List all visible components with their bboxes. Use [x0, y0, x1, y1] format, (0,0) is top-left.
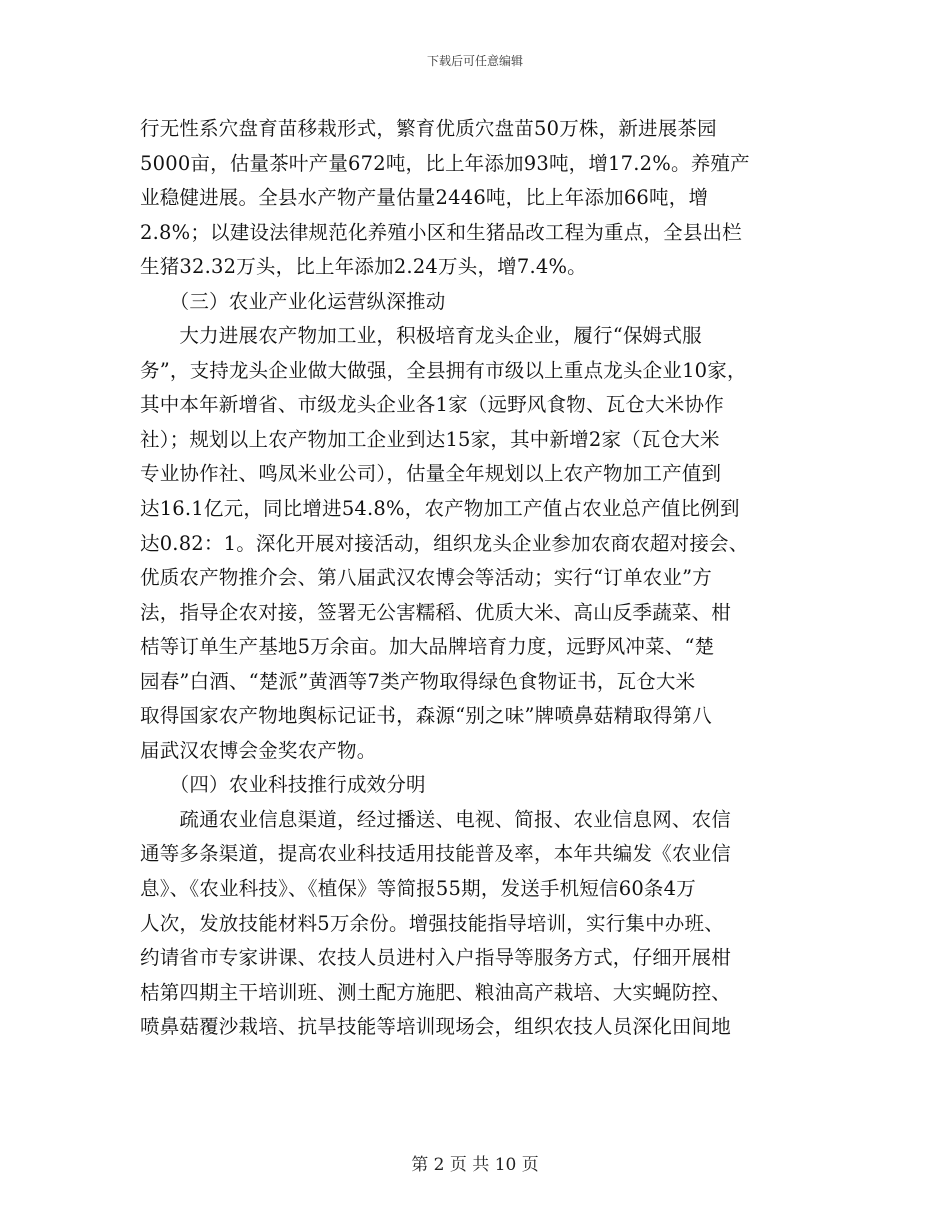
section-heading: （四）农业科技推行成效分明	[140, 773, 426, 797]
body-text	[140, 112, 810, 1045]
text-line: 桔第四期主干培训班、测土配方施肥、粮油高产栽培、大实蝇防控、	[140, 980, 732, 1004]
page-footer: 第 2 页 共 10 页	[411, 1155, 539, 1175]
text-line: 园春”白酒、“楚派”黄酒等7类产物取得绿色食物证书，瓦仓大米	[140, 669, 696, 693]
text-line: 业稳健进展。全县水产物产量估量2446吨，比上年添加66吨，增	[140, 186, 709, 210]
text-line: 约请省市专家讲课、农技人员进村入户指导等服务方式，仔细开展柑	[140, 946, 732, 970]
text-line: 息》、《农业科技》、《植保》等简报55期，发送手机短信60条4万	[140, 877, 696, 901]
text-line: 取得国家农产物地舆标记证书，森源“别之味”牌喷鼻菇精取得第八	[140, 704, 712, 728]
page-header: 下载后可任意编辑	[426, 54, 523, 68]
text-line: 专业协作社、鸣凤米业公司），估量全年规划以上农产物加工产值到	[140, 462, 722, 486]
section-heading: （三）农业产业化运营纵深推动	[140, 289, 446, 313]
text-line: 大力进展农产物加工业，积极培育龙头企业，履行“保姆式服	[140, 324, 702, 348]
text-line: 务”，支持龙头企业做大做强，全县拥有市级以上重点龙头企业10家，	[140, 358, 747, 382]
text-line: 2.8%；以建设法律规范化养殖小区和生猪品改工程为重点，全县出栏	[140, 220, 742, 244]
text-line: 达16.1亿元，同比增进54.8%，农产物加工产值占农业总产值比例到	[140, 497, 740, 521]
text-line: 喷鼻菇覆沙栽培、抗旱技能等培训现场会，组织农技人员深化田间地	[140, 1015, 732, 1039]
text-line: 其中本年新增省、市级龙头企业各1家（远野风食物、瓦仓大米协作	[140, 393, 724, 417]
text-line: 届武汉农博会金奖农产物。	[140, 738, 377, 762]
text-line: 生猪32.32万头，比上年添加2.24万头，增7.4%。	[140, 255, 587, 279]
text-line: 优质农产物推介会、第八届武汉农博会等活动；实行“订单农业”方	[140, 566, 712, 590]
text-line: 法，指导企农对接，签署无公害糯稻、优质大米、高山反季蔬菜、柑	[140, 600, 732, 624]
text-line: 社）；规划以上农产物加工企业到达15家，其中新增2家（瓦仓大米	[140, 427, 720, 451]
text-line: 疏通农业信息渠道，经过播送、电视、简报、农业信息网、农信	[140, 807, 732, 831]
text-line: 行无性系穴盘育苗移栽形式，繁育优质穴盘苗50万株，新进展茶园	[140, 117, 717, 140]
text-line: 达0.82：1。深化开展对接活动，组织龙头企业参加农商农超对接会、	[140, 531, 749, 555]
text-line: 人次，发放技能材料5万余份。增强技能指导培训，实行集中办班、	[140, 911, 724, 935]
text-line: 5000亩，估量茶叶产量672吨，比上年添加93吨，增17.2%。养殖产	[140, 151, 750, 175]
text-line: 桔等订单生产基地5万余亩。加大品牌培育力度，远野风冲菜、“楚	[140, 635, 715, 659]
text-line: 通等多条渠道，提高农业科技适用技能普及率，本年共编发《农业信	[140, 842, 732, 866]
